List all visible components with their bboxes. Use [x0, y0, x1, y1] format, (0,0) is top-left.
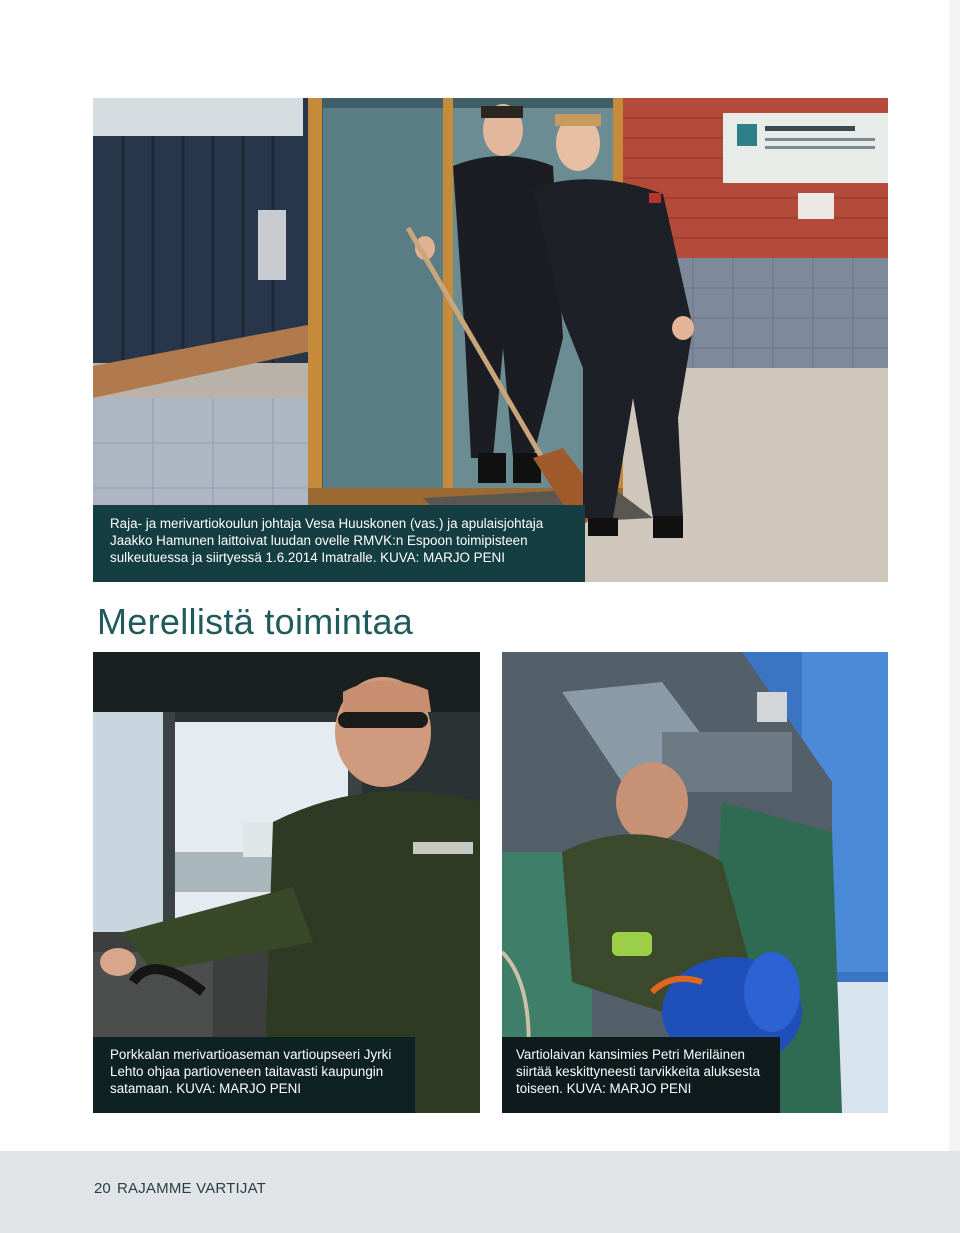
caption-line: Porkkalan merivartioaseman vartioupseeri Jyrki — [110, 1047, 392, 1062]
caption-line: sulkeutuessa ja siirtyessä 1.6.2014 Imatralle. KUVA: MARJO PENI — [110, 550, 505, 565]
caption-line: Vartiolaivan kansimies Petri Meriläinen — [516, 1047, 745, 1062]
caption-officers-photo — [93, 505, 585, 582]
caption-line: Lehto ohjaa partioveneen taitavasti kaupungin — [110, 1064, 384, 1079]
caption-line: satamaan. KUVA: MARJO PENI — [110, 1081, 301, 1096]
page-number: 20 — [94, 1180, 111, 1197]
caption-line: toiseen. KUVA: MARJO PENI — [516, 1081, 692, 1096]
publication-title: RAJAMME VARTIJAT — [117, 1180, 267, 1197]
caption-line: Raja- ja merivartiokoulun johtaja Vesa Huuskonen (vas.) ja apulaisjohtaja — [110, 516, 544, 531]
caption-barrel-photo — [502, 1037, 780, 1113]
caption-line: siirtää keskittyneesti tarvikkeita aluksesta — [516, 1064, 761, 1079]
caption-boat-photo — [93, 1037, 415, 1113]
section-heading: Merellistä toimintaa — [97, 601, 414, 642]
page-edge-strip — [949, 0, 960, 1233]
caption-line: Jaakko Hamunen laittoivat luudan ovelle RMVK:n Espoon toimipisteen — [110, 533, 528, 548]
